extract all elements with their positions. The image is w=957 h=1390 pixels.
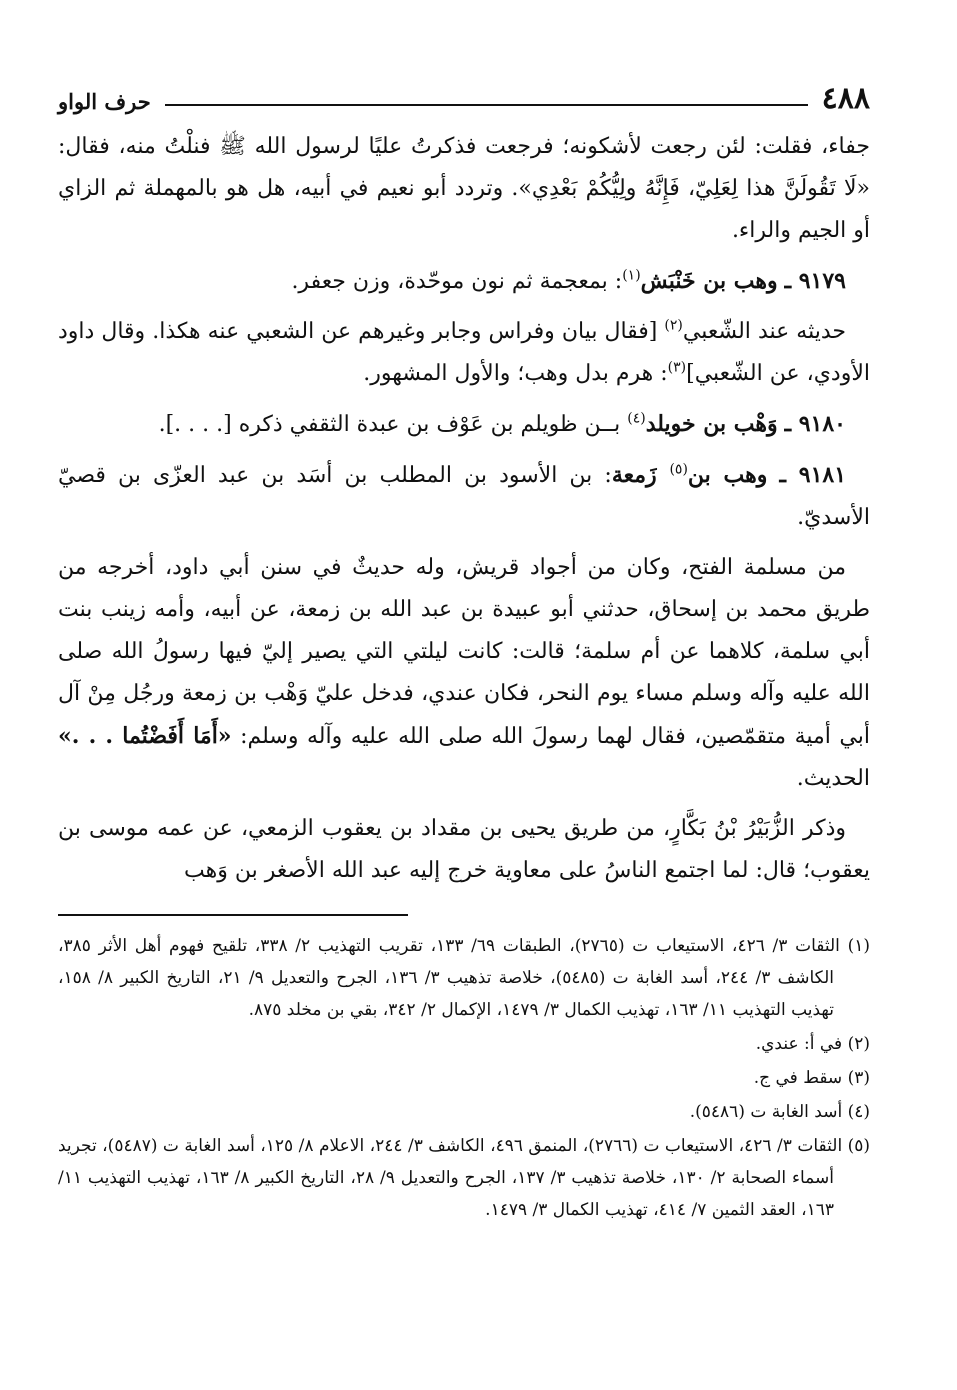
paragraph-text: الحديث. <box>796 766 870 791</box>
page-header <box>58 70 870 114</box>
entry-name: وهب بن <box>687 462 768 488</box>
footnote-2: (٢) في أ: عندي. <box>755 1034 870 1054</box>
footnote-ref: (١) <box>622 267 641 284</box>
paragraph-text: حديثه عند الشّعبي <box>682 319 846 344</box>
paragraph-biography <box>58 547 870 800</box>
paragraph-text: من مسلمة الفتح، وكان من أجواد قريش، وله حديثٌ في سنن أبي داود، أخرجه من طريق محمد بن إسحاق، حدثني أبو عبيدة بن عبد الله بن زمعة، عن أبيه، وأمه زينب بنت أبي سلمة، كلاهما عن أم سلمة؛ قالت: كانت ليلتي التي يصير إليّ فيها رسولُ الله صلى الله عليه وآله وسلم مساء يوم النحر، فكان عندي، فدخل عليّ وَهْب بن زمعة ورجُل مِنْ آل أبي أمية متقمّصين، فقال لهما رسولَ الله صلى الله عليه وآله وسلم: <box>58 555 870 749</box>
entry-number: ٩١٨١ ـ <box>779 462 847 488</box>
entry-9180 <box>58 403 870 446</box>
main-text <box>58 126 870 892</box>
paragraph-text: [فقال بيان وفراس وجابر وغيرهم عن الشعبي عنه هكذا. وقال داود الأودي، عن الشّعبي] <box>58 319 870 386</box>
entry-name: وَهْب بن خويلد <box>645 411 778 437</box>
footnote-1: (١) الثقات ٣/ ٤٢٦، الاستيعاب ت (٢٧٦٥)، الطبقات ٦٩/ ١٣٣، تقريب التهذيب ٢/ ٣٣٨، تلقيح فهوم أهل الأثر ٣٨٥، الكاشف ٣/ ٢٤٤، أسد الغابة ت (٥٤٨٥)، خلاصة تذهيب ٣/ ١٣٦، الجرح والتعديل ٩/ ٢١، التاريخ الكبير ٨/ ١٥٨، تهذيب التهذيب ١١/ ١٦٣، تهذيب الكمال ٣/ ١٤٧٩، الإكمال ٢/ ٣٤٢، بقي بن مخلد ٨٧٥. <box>58 936 870 1020</box>
entry-name: زَمعة <box>611 462 670 488</box>
footnote-ref: (٣) <box>667 359 687 376</box>
entry-text: : بن الأسود بن المطلب بن أسَد بن عبد العزّى بن قصيّ الأسديّ. <box>58 463 870 530</box>
paragraph-continuation: جفاء، فقلت: لئن رجعت لأشكونه؛ فرجعت فذكرتُ عليًا لرسول الله ﷺ فنلْتُ منه، فقال: «لَا تَقُولَنَّ هذا لِعَلِيّ، فَإِنَّهُ ولِيُّكُمْ بَعْدِي». وتردد أبو نعيم في أبيه، هل هو بالمهملة ثم الزاي أو الجيم والراء. <box>58 134 870 243</box>
footnote-3: (٣) سقط في ج. <box>753 1068 870 1088</box>
entry-text: : بمعجمة ثم نون موحّدة، وزن جعفر. <box>291 269 623 294</box>
entry-9179 <box>58 260 870 303</box>
paragraph-zubayr: وذكر الزُّبَيْرُ بْنُ بَكَّارٍ، من طريق يحيى بن مقداد بن يعقوب الزمعي، عن عمه موسى بن يعقوب؛ قال: لما اجتمع الناسُ على معاوية خرج إليه عبد الله الأصغر بن وَهب <box>58 816 870 883</box>
hadith-quote: «أَمَا أَفَضْتُما . . .» <box>58 723 232 749</box>
entry-number: ٩١٧٩ ـ <box>784 268 846 294</box>
footnote-5: (٥) الثقات ٣/ ٤٢٦، الاستيعاب ت (٢٧٦٦)، المنمق ٤٩٦، الكاشف ٣/ ٢٤٤، الاعلام ٨/ ١٢٥، أسد الغابة ت (٥٤٨٧)، تجريد أسماء الصحابة ٢/ ١٣٠، خلاصة تذهيب ٣/ ١٣٧، الجرح والتعديل ٩/ ٢٨، التاريخ الكبير ٨/ ١٦٣، تهذيب التهذيب ١١/ ١٦٣، العقد الثمين ٧/ ٤١٤، تهذيب الكمال ٣/ ١٤٧٩. <box>58 1136 871 1220</box>
running-title: حرف الواو <box>58 89 151 114</box>
footnote-ref: (٥) <box>669 461 688 478</box>
entry-name: وهب بن خَنْبَش <box>640 268 778 294</box>
entry-9181 <box>58 454 870 539</box>
footnote-rule <box>58 914 408 916</box>
entry-number: ٩١٨٠ ـ <box>784 411 846 437</box>
header-rule <box>165 104 808 106</box>
footnote-ref: (٤) <box>627 410 646 427</box>
page-number: ٤٨٨ <box>821 81 870 116</box>
footnote-4: (٤) أسد الغابة ت (٥٤٨٦). <box>689 1102 870 1122</box>
paragraph-text: : هرم بدل وهب؛ والأول المشهور. <box>363 361 668 386</box>
footnotes <box>58 930 870 1226</box>
entry-text: بــن ظويلم بن عَوْف بن عبدة الثقفي ذكره [. . . .]. <box>158 412 628 437</box>
paragraph-shabi <box>58 311 870 395</box>
book-page <box>58 70 870 1370</box>
footnote-ref: (٢) <box>664 317 683 334</box>
